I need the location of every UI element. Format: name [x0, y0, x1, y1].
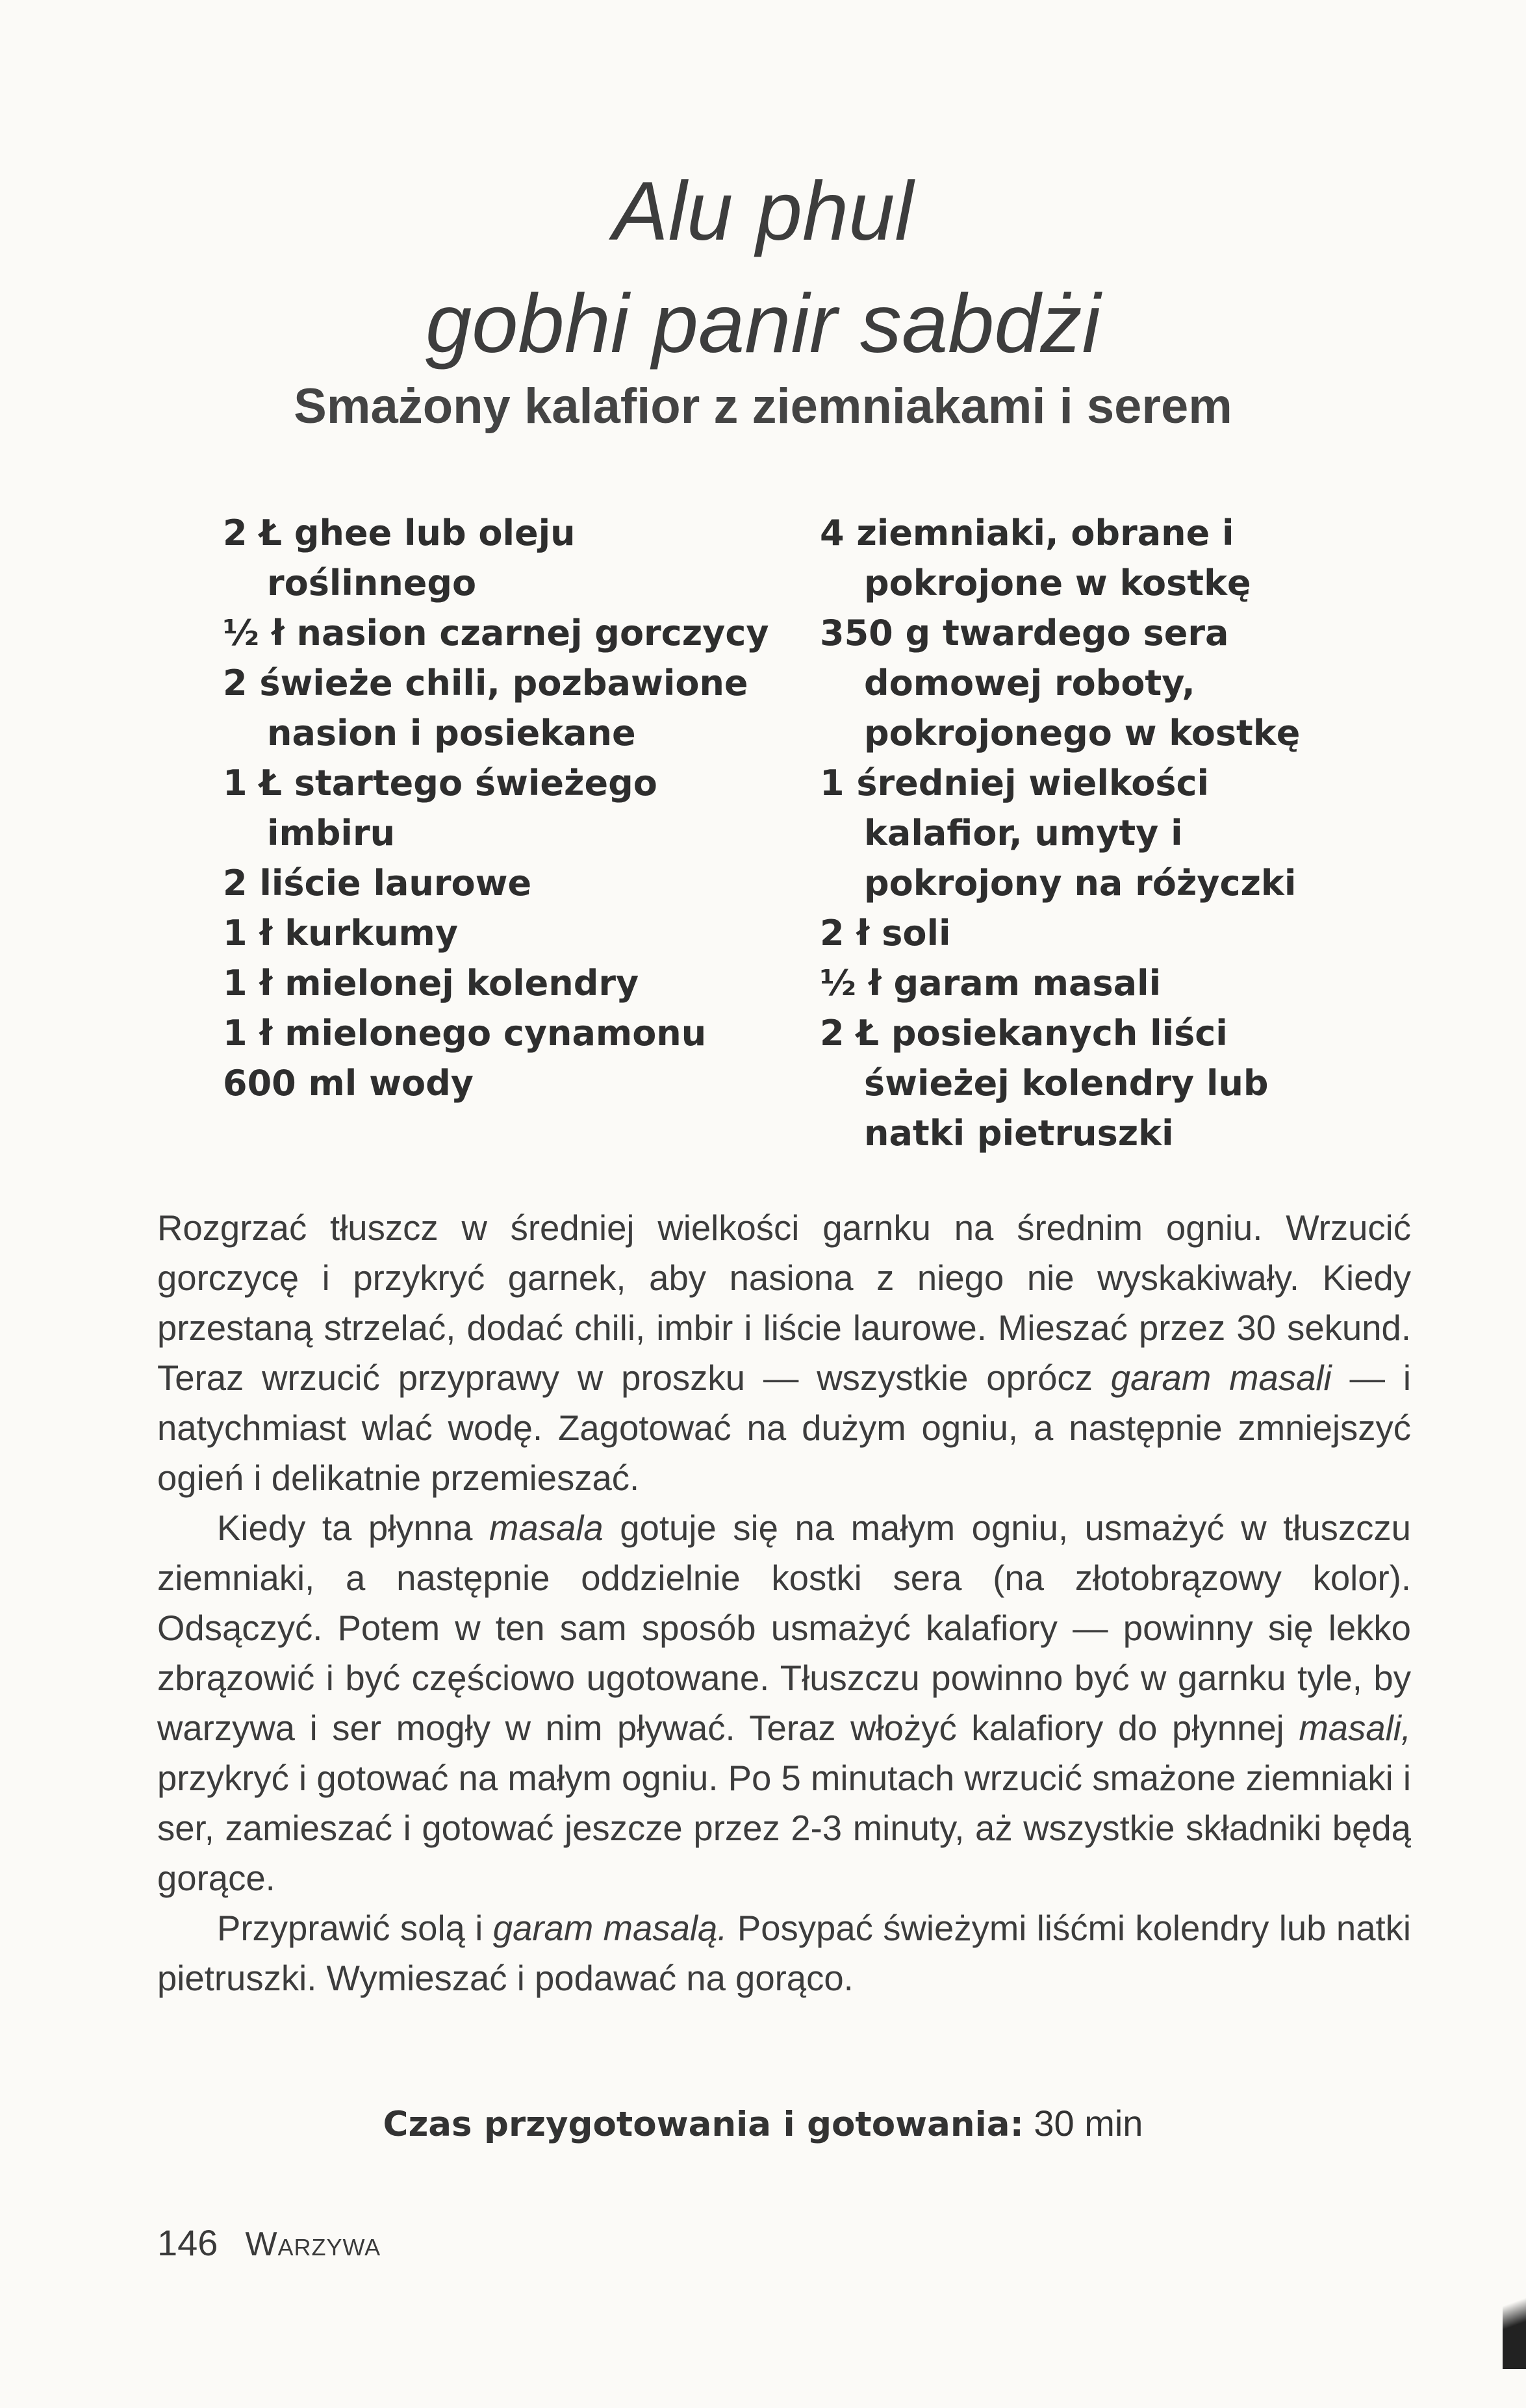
text-run: Kiedy ta płynna [217, 1508, 489, 1548]
text-run: Posypać świeżymi liśćmi kolendry lub natki pietruszki. Wymieszać i podawać na gorąco. [157, 1908, 1412, 1998]
section-name: Warzywa [245, 2225, 381, 2263]
recipe-title-line-1: Alu phul [613, 165, 913, 258]
prep-time [0, 2102, 1526, 2144]
ingredient-item: 2 liście laurowe [223, 863, 532, 904]
ingredient-item: 1 ł mielonej kolendry [223, 963, 639, 1004]
ingredients-right-column [820, 508, 1379, 1158]
ingredient-item: 600 ml wody [223, 1063, 474, 1104]
method-paragraph-1 [157, 1203, 1411, 1503]
ingredient-item: ½ ł garam masali [820, 963, 1162, 1004]
prep-time-label: Czas przygotowania i gotowania: [383, 2105, 1024, 2144]
recipe-subtitle: Smażony kalafior z ziemniakami i serem [294, 379, 1232, 434]
ingredients-left-column [223, 508, 788, 1108]
ingredient-item: 1 Ł startego świeżego imbiru [223, 763, 657, 854]
ingredient-item: 2 świeże chili, pozbawione nasion i posiekane [223, 663, 748, 754]
ingredient-item: 350 g twardego sera domowej roboty, pokrojonego w kostkę [820, 613, 1301, 754]
text-run: — i natychmiast wlać wodę. Zagotować na dużym ogniu, a następnie zmniejszyć ogień i delikatnie przemieszać. [157, 1358, 1411, 1498]
ingredient-item: 1 średniej wielkości kalafior, umyty i pokrojony na różyczki [820, 763, 1297, 904]
ingredient-item: ½ ł nasion czarnej gorczycy [223, 613, 769, 653]
text-run: przykryć i gotować na małym ogniu. Po 5 minutach wrzucić smażone ziemniaki i ser, zamieszać i gotować jeszcze przez 2-3 minuty, aż wszystkie składniki będą gorące. [157, 1758, 1411, 1898]
method-text [157, 1203, 1411, 2003]
italic-term: garam masalą. [492, 1908, 728, 1948]
recipe-title-line-2: gobhi panir sabdżi [426, 277, 1100, 370]
text-run: Rozgrzać tłuszcz w średniej wielkości garnku na średnim ogniu. Wrzucić gorczycę i przykryć garnek, aby nasiona z niego nie wyskakiwały. Kiedy przestaną strzelać, dodać chili, imbir i liście laurowe. Mieszać przez 30 sekund. Teraz wrzucić przyprawy w proszku — wszystkie oprócz [157, 1208, 1411, 1398]
ingredient-item: 2 Ł ghee lub oleju roślinnego [223, 513, 576, 603]
text-run: Przyprawić solą i [217, 1908, 493, 1948]
ingredient-item: 4 ziemniaki, obrane i pokrojone w kostkę [820, 513, 1251, 603]
ingredient-item: 1 ł kurkumy [223, 913, 459, 954]
italic-term: garam masali [1110, 1358, 1332, 1398]
text-run: gotuje się na małym ogniu, usmażyć w tłuszczu ziemniaki, a następnie oddzielnie kostki sera (na złotobrązowy kolor). Odsączyć. Potem w ten sam sposób usmażyć kalafiory — powinny się lekko zbrązowić i być częściowo ugotowane. Tłuszczu powinno być w garnku tyle, by warzywa i ser mogły w nim pływać. Teraz włożyć kalafiory do płynnej [157, 1508, 1411, 1748]
prep-time-value: 30 min [1034, 2103, 1143, 2144]
method-paragraph-2 [157, 1503, 1411, 1903]
ingredient-item: 1 ł mielonego cynamonu [223, 1013, 707, 1054]
ingredient-item: 2 ł soli [820, 913, 951, 954]
scan-edge-shadow [1503, 2259, 1526, 2369]
italic-term: masali, [1299, 1708, 1411, 1748]
method-paragraph-3 [157, 1903, 1411, 2003]
page-footer [157, 2222, 381, 2264]
italic-term: masala [489, 1508, 604, 1548]
page-number: 146 [157, 2222, 218, 2263]
ingredient-item: 2 Ł posiekanych liści świeżej kolendry lub natki pietruszki [820, 1013, 1269, 1154]
